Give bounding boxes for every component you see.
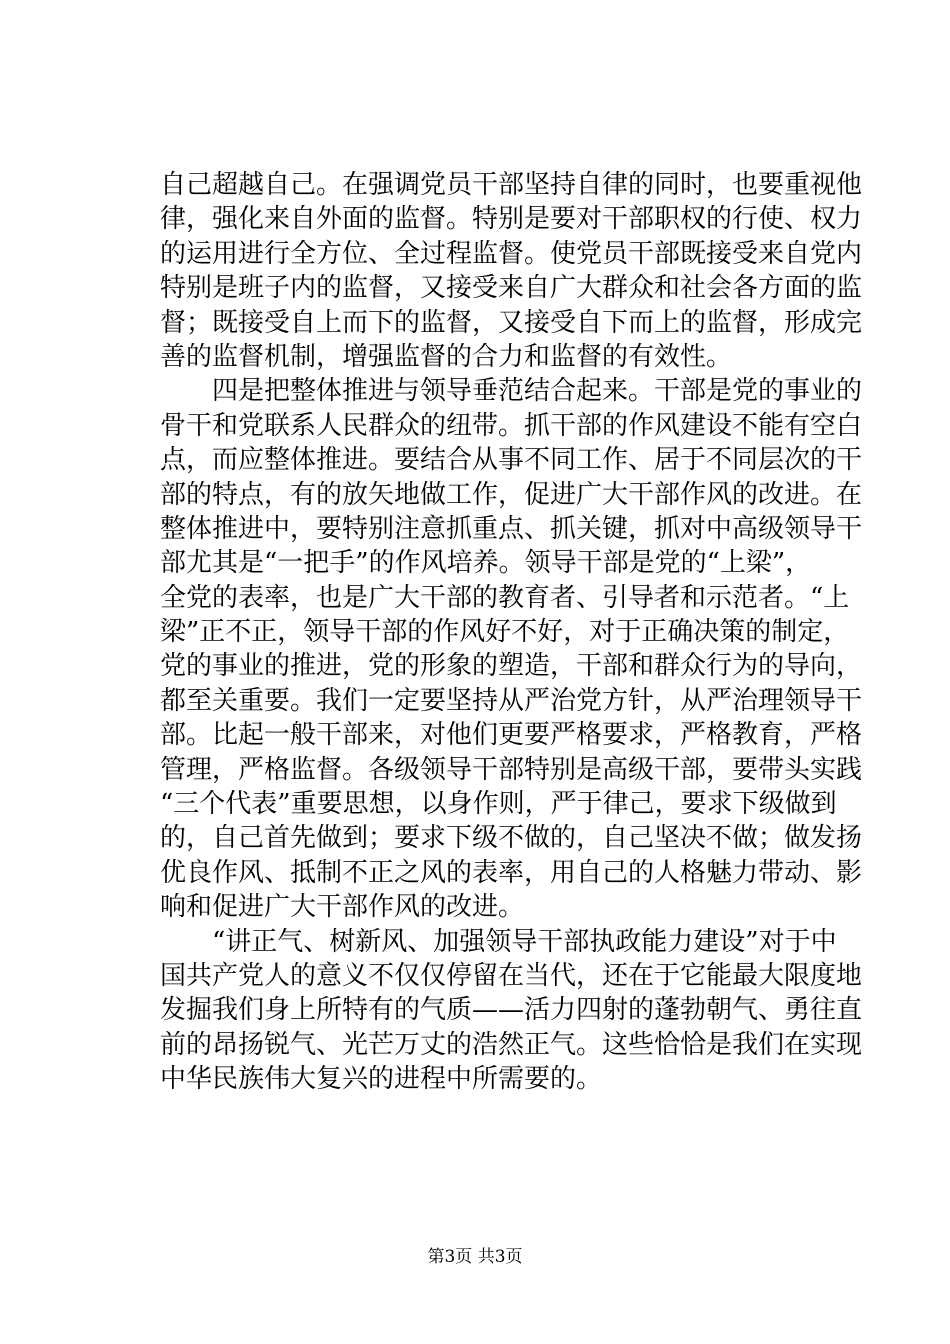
- text-line: 国共产党人的意义不仅仅停留在当代，还在于它能最大限度地: [160, 960, 863, 991]
- paragraph-3: [160, 925, 863, 1097]
- text-line: 优良作风、抵制不正之风的表率，用自己的人格魅力带动、影: [160, 857, 863, 888]
- text-line: 自己超越自己。在强调党员干部坚持自律的同时，也要重视他: [160, 170, 863, 200]
- paragraph-1: [160, 168, 863, 374]
- text-line: 律，强化来自外面的监督。特别是要对干部职权的行使、权力: [160, 204, 863, 235]
- text-line: 特别是班子内的监督，又接受来自广大群众和社会各方面的监: [160, 273, 863, 304]
- text-line: 发掘我们身上所特有的气质——活力四射的蓬勃朝气、勇往直: [160, 995, 863, 1026]
- text-line: 督；既接受自上而下的监督，又接受自下而上的监督，形成完: [160, 307, 863, 338]
- text-line: 点，而应整体推进。要结合从事不同工作、居于不同层次的干: [160, 445, 863, 476]
- text-line: 前的昂扬锐气、光芒万丈的浩然正气。这些恰恰是我们在实现: [160, 1029, 863, 1060]
- text-line: 全党的表率，也是广大干部的教育者、引导者和示范者。“上: [160, 582, 850, 613]
- text-line: 中华民族伟大复兴的进程中所需要的。: [160, 1064, 603, 1095]
- text-line: 骨干和党联系人民群众的纽带。抓干部的作风建设不能有空白: [160, 410, 863, 441]
- text-line: 部的特点，有的放矢地做工作，促进广大干部作风的改进。在: [160, 479, 863, 510]
- text-line: 部尤其是“一把手”的作风培养。领导干部是党的“上梁”，: [160, 548, 812, 579]
- text-line: 管理，严格监督。各级领导干部特别是高级干部，要带头实践: [160, 754, 863, 785]
- text-line: 整体推进中，要特别注意抓重点、抓关键，抓对中高级领导干: [160, 513, 863, 544]
- text-line: “讲正气、树新风、加强领导干部执政能力建设”对于中: [160, 926, 837, 957]
- text-line: 的运用进行全方位、全过程监督。使党员干部既接受来自党内: [160, 238, 863, 269]
- paragraph-2: [160, 374, 863, 924]
- page-number-footer: 第3页 共3页: [427, 1247, 523, 1267]
- text-line: “三个代表”重要思想，以身作则，严于律己，要求下级做到: [160, 789, 837, 820]
- text-line: 善的监督机制，增强监督的合力和监督的有效性。: [160, 341, 733, 372]
- body-text: [160, 168, 863, 1097]
- text-line: 响和促进广大干部作风的改进。: [160, 892, 525, 923]
- text-line: 梁”正不正，领导干部的作风好不好，对于正确决策的制定，: [160, 617, 850, 648]
- text-line: 部。比起一般干部来，对他们更要严格要求，严格教育，严格: [160, 720, 863, 751]
- text-line: 都至关重要。我们一定要坚持从严治党方针，从严治理领导干: [160, 685, 863, 716]
- text-line: 党的事业的推进，党的形象的塑造，干部和群众行为的导向，: [160, 651, 863, 682]
- text-line: 的，自己首先做到；要求下级不做的，自己坚决不做；做发扬: [160, 823, 863, 854]
- text-line: 四是把整体推进与领导垂范结合起来。干部是党的事业的: [160, 376, 863, 407]
